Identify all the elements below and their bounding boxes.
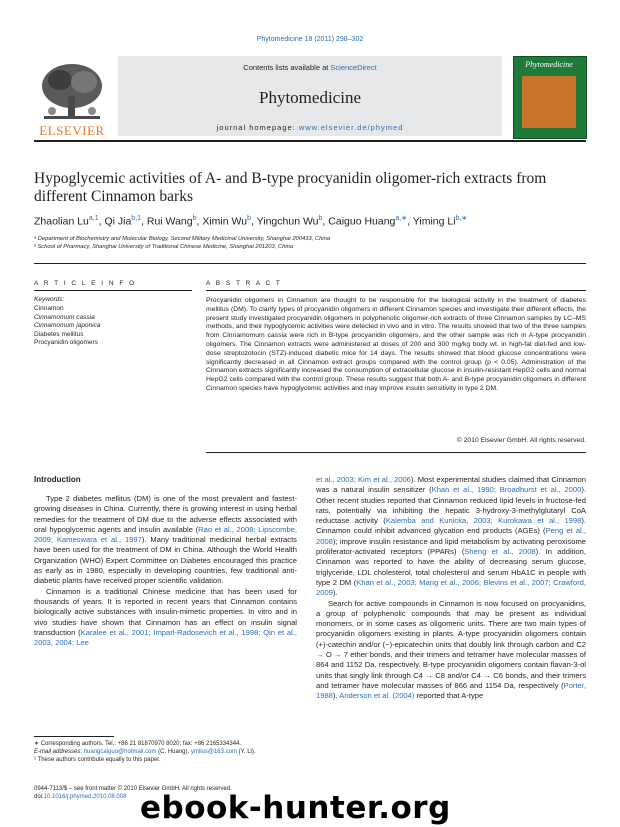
author-affiliation-marker[interactable]: b,∗ [455,215,468,222]
author-name: Qi Jia [104,215,132,228]
text-span: ). Cinnamon could inhibit advanced glycation end products (AGEs) ( [316,516,586,536]
author-name: Rui Wang [146,215,193,228]
contents-line [118,63,502,72]
contents-prefix: Contents lists available at [243,63,331,72]
elsevier-wordmark: ELSEVIER [39,123,105,138]
abstract-text: Procyanidin oligomers in Cinnamon are thought to be responsible for the biological activity in the treatment of diabetes mellitus (DM). To clarify types of procyanidin oligomers in different Cinnamon species and investigate their different effects, the present study investigated procyanidin oligomers in polyphenolic oligomer-rich extracts of three Cinnamon samples by LC–MS methods, and their hypoglycemic activities were detected in vivo and in vitro. The results showed that two of the three samples from Cinnamomum cassia were rich in B-type procyanidin oligomers, and the other sample was rich in A-type procyanidin oligomers. The Cinnamon extracts were administered at doses of 200 and 300 mg/kg body wt. in high-fat diet-fed and low-dose streptozotocin (STZ)-induced diabetic mice for 14 days. The results showed that blood glucose concentrations were significantly decreased in all Cinnamon extract groups compared with the control group (p < 0.05). Administration of the Cinnamon extracts significantly increased the consumption of extracellular glucose in insulin-resistant HepG2 cells and normal HepG2 cells compared with the control group. These results suggest that both A- and B-type procyanidin oligomers in different Cinnamon species have hypoglycemic activities and may improve insulin sensitivity in type 2 DM. [206,297,586,392]
reference-link[interactable]: Rao et al., 2008; Lipscombe, 2009; Kameswara et al., 1997 [34,524,298,545]
left-column [34,494,297,648]
author-name: Yiming Li [412,215,456,228]
footnote-rule [34,736,114,737]
author-name: Caiguo Huang [328,215,396,228]
issn-line: 0944-7113/$ – see front matter © 2010 Elsevier GmbH. All rights reserved. [34,786,232,792]
keyword-item: Cinnamomum cassia [34,313,95,321]
reference-link[interactable]: Khan et al., 1990; Broadhurst et al., 2000 [431,485,582,495]
reference-link[interactable]: Sheng et al., 2008 [464,547,536,557]
author-affiliation-marker[interactable]: a,1 [88,215,99,222]
reference-link[interactable]: Khan et al., 2003; Mang et al., 2006; Blevins et al., 2007; Crawford, 2009 [316,577,586,598]
journal-citation[interactable]: Phytomedicine 18 (2011) 298–302 [256,36,364,43]
article-info-rule [34,290,192,291]
email-label: E-mail addresses: [34,749,84,755]
intro-paragraph-continued [316,475,586,599]
text-span: ); improve insulin resistance and lipid metabolism by activating peroxisome proliferator-activated receptors (PPARs) ( [316,536,586,557]
corresponding-footnote [34,740,297,764]
text-span: ). Other recent studies reported that Cinnamon reduced lipid levels in fructose-fed rats, potentially via inhibiting the hepatic 3-hydroxy-3-methylglutaryl CoA reductase activity ( [316,485,586,526]
watermark-text: ebook-hunter.org [140,790,451,826]
reference-link[interactable]: Karalee et al., 2001; Imparl-Radosevich et al., 1998; Qin et al., 2003, 2004; Lee [34,627,297,648]
introduction-heading: Introduction [34,475,81,484]
text-span: ). Most experimental studies claimed that Cinnamon was a natural insulin sensitizer ( [316,475,587,495]
corresponding-line: ∗ Corresponding authors. Tel.: +86 21 81870970 8020; fax: +86 2165334344. [34,741,242,747]
article-title: Hypoglycemic activities of A- and B-type procyanidin oligomer-rich extracts from different Cinnamon barks [34,170,547,205]
cover-image [522,76,576,128]
doi-prefix: doi: [34,794,44,800]
header-rule [34,140,586,142]
text-span: ). [332,691,340,701]
article-info-label: A R T I C L E I N F O [34,280,137,287]
reference-link[interactable]: Porter, 1988 [316,680,586,701]
intro-paragraph-2 [34,587,297,649]
cover-title: Phytomedicine [525,60,573,69]
email-line [34,748,297,756]
email1-suffix: (C. Huang), [156,749,191,755]
author-affiliation-marker[interactable]: a,∗ [395,215,408,222]
email-link-huang[interactable]: huangcaiguo@hotmail.com [83,749,157,755]
homepage-link[interactable]: www.elsevier.de/phymed [298,123,404,132]
keywords-list [34,305,100,348]
abstract-rule [206,290,586,291]
keywords-label: Keywords: [34,296,65,303]
keyword-item: Cinnamomum japonica [34,322,101,330]
reference-link[interactable]: Peng et al., 2008 [316,526,587,546]
email2-suffix: (Y. Li). [236,749,256,755]
abstract-label: A B S T R A C T [206,280,282,287]
doi-link[interactable]: 10.1016/j.phymed.2010.08.008 [43,794,127,800]
sciencedirect-link[interactable]: ScienceDirect [330,63,377,72]
affiliation-b: ᵇ School of Pharmacy, Shanghai University of Traditional Chinese Medicine, Shanghai 201203, China [34,244,294,250]
author-affiliation-marker[interactable]: b [192,215,197,222]
reference-link[interactable]: Anderson et al. (2004) [339,691,415,701]
abstract-copyright: © 2010 Elsevier GmbH. All rights reserved. [456,437,586,444]
intro-paragraph-1 [34,494,297,587]
affiliation-rule [34,263,586,264]
keyword-item: Diabetes mellitus [34,330,84,338]
keyword-item: Procyanidin oligomers [34,339,98,347]
keyword-item: Cinnamon [34,305,64,312]
text-span: Cinnamon is a traditional Chinese medicine that has been used for thousands of years. It is reported in recent years that Cinnamon contains biologically active substances with insulin-mimetic properties. In vitro and in vivo studies have shown that Cinnamon has an effect on insulin signal transduction ( [34,586,297,637]
text-span: ). Many traditional medicinal herbal extracts have been used for the treatment of DM in China. Although the World Health Organization (WHO) Expert Committee on Diabetes encouraged this practice as early as in 1980, especially in developing countries, few traditional anti-diabetic plants have received proper scientific validation. [34,535,297,586]
right-column [316,475,586,702]
text-span: ). In addition, Cinnamon was reported to have the ability of decreasing serum glucose, triglyceride, LDL cholesterol, total cholesterol and serum HbA1C in people with type 2 DM ( [316,547,586,587]
homepage-prefix: journal homepage: [216,123,299,132]
reference-link[interactable]: Kalemba and Kunicka, 2003; Kurokawa et al., 1998 [385,516,582,526]
journal-title: Phytomedicine [259,88,361,107]
text-span: reported that A-type [414,691,484,701]
email-link-li[interactable]: ymlius@163.com [190,749,237,755]
abstract-bottom-rule [206,452,586,453]
author-name: Zhaolian Lu [34,215,89,228]
author-name: Ximin Wu [202,215,248,228]
reference-link[interactable]: et al., 2003; Kim et al., 2006 [316,475,411,484]
affiliation-a: ᵃ Department of Biochemistry and Molecular Biology, Second Military Medicinal University, Shanghai 200433, China [34,236,331,242]
author-list: Zhaolian Lu$^{a,1}$, Qi Jia$^{b,1}$, Rui Wang$^b$, Ximin Wu$^b$, Yingchun Wu$^b$, Caiguo Huang$^{a,∗}$, Yiming $Li^{b,∗}$ [34,215,468,228]
equal-contribution-note: ¹ These authors contribute equally to this paper. [34,757,161,763]
author-affiliation-marker[interactable]: b,1 [131,215,142,222]
author-name: Yingchun Wu [256,215,319,228]
journal-homepage [118,123,502,132]
intro-paragraph-3 [316,599,586,702]
text-span: Type 2 diabetes mellitus (DM) is one of the most prevalent and fastest-growing diseases in China. Currently, there is growing interest in using herbal remedies for the treatment of DM due to the adverse effects associated with oral hypoglycemic agents and insulin available ( [34,494,297,534]
text-span: ). [332,588,338,598]
author-affiliation-marker[interactable]: b [247,215,251,222]
text-span: Search for active compounds in Cinnamon is now focused on procyanidins, a group of polyphenolic compounds that may be present as individual monomers, or in some cases as oligomeric units. There are two main types of procyanidin oligomers existing in plants. A-type procyanidin oligomers contain (+)-catechin and/or (−)-epicatechin units that doubly link through carbon and C2 → O → 7 ether bonds, and their trimers and tetramer have molecular masses of 864 and 1152 Da, respectively. B-type procyanidin oligomers contain flavan-3-ol units that singly link through C4 → C8 and/or C4 → C6 bonds, and their trimers and tetramer have molecular masses of 866 and 1154 Da, respectively ( [316,598,586,690]
author-affiliation-marker[interactable]: b [318,215,323,222]
